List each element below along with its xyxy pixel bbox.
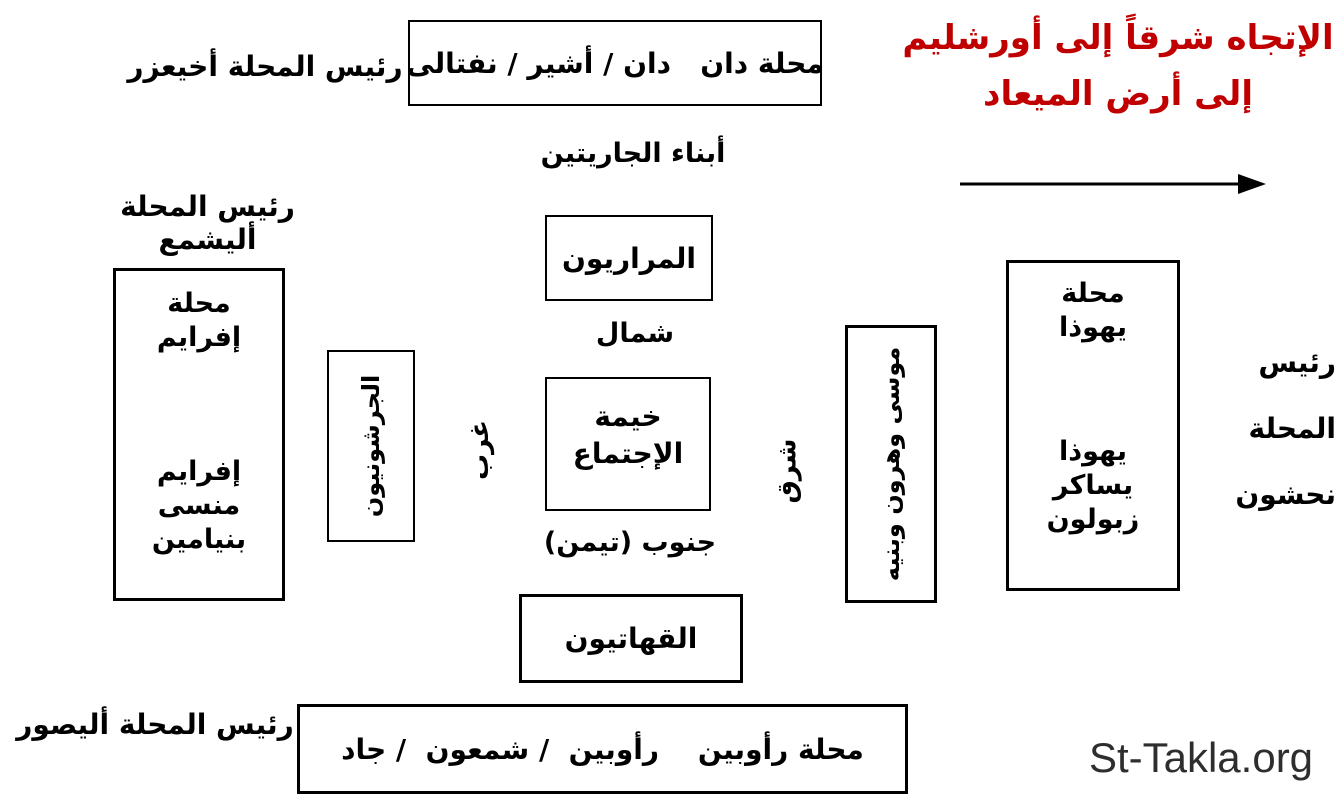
camp-ephraim-box: [113, 268, 285, 601]
direction-title-line2: إلى أرض الميعاد: [983, 74, 1253, 114]
compass-west-label: غرب: [465, 419, 495, 481]
moses-aaron-box: [845, 325, 937, 603]
kohathites-box: [519, 594, 743, 683]
tribe-zebulun: زبولون: [1046, 504, 1140, 535]
site-watermark: St-Takla.org: [1088, 734, 1314, 781]
tribe-benjamin: بنيامين: [151, 524, 247, 555]
camp-ephraim-title: [116, 287, 282, 355]
tribe-judah: يهوذا: [1058, 436, 1127, 467]
camp-judah-tribes: [1009, 435, 1177, 537]
chief-nahshon-line2: المحلة: [1248, 412, 1336, 445]
chief-ahiezer-label: رئيس المحلة أخيعزر: [127, 50, 403, 83]
east-arrow-icon: [958, 170, 1268, 198]
sons-of-maidservants-label: أبناء الجاريتين: [540, 138, 726, 169]
tent-of-meeting-box: [545, 377, 711, 511]
camp-dan-box: [408, 20, 822, 106]
direction-title-line1: الإتجاه شرقاً إلى أورشليم: [902, 18, 1334, 58]
merarites-label: المراريون: [562, 241, 696, 275]
camp-dan-label: محلة دان دان / أشير / نفتالى: [406, 46, 824, 80]
camp-reuben-box: [297, 704, 908, 794]
kohathites-label: القهاتيون: [564, 622, 698, 655]
camp-judah-title-line1: محلة: [1061, 278, 1125, 309]
camp-judah-title-line2: يهوذا: [1058, 312, 1127, 343]
moses-aaron-label: موسى وهرون وبنيه: [877, 346, 905, 582]
compass-east-label: شرق: [772, 438, 803, 504]
chief-elizur-label: رئيس المحلة أليصور: [16, 708, 294, 741]
merarites-box: [545, 215, 713, 301]
compass-north-label: شمال: [595, 318, 675, 349]
chief-nahshon-line1: رئيس: [1258, 346, 1336, 379]
camp-judah-title: [1009, 277, 1177, 345]
camp-ephraim-title-line2: إفرايم: [156, 322, 242, 353]
tent-label-line2: الإجتماع: [572, 437, 684, 470]
camp-ephraim-tribes: [116, 455, 282, 557]
tribe-ephraim: إفرايم: [156, 456, 242, 487]
camp-reuben-label: محلة رأوبين رأوبين / شمعون / جاد: [341, 732, 864, 766]
tribe-manasseh: منسى: [157, 490, 241, 521]
tent-label-line1: خيمة: [594, 400, 662, 433]
camp-ephraim-title-line1: محلة: [167, 288, 231, 319]
camp-judah-box: [1006, 260, 1180, 591]
tribe-issachar: يساكر: [1052, 470, 1134, 501]
chief-nahshon-label: [1235, 330, 1336, 528]
gershonites-label: الجرشونيون: [357, 374, 386, 518]
chief-elishama-label: رئيس المحلة أليشمع: [120, 190, 295, 256]
chief-nahshon-line3: نحشون: [1235, 478, 1336, 511]
gershonites-box: [327, 350, 415, 542]
compass-south-label: جنوب (تيمن): [543, 527, 717, 558]
direction-title: [900, 18, 1336, 130]
